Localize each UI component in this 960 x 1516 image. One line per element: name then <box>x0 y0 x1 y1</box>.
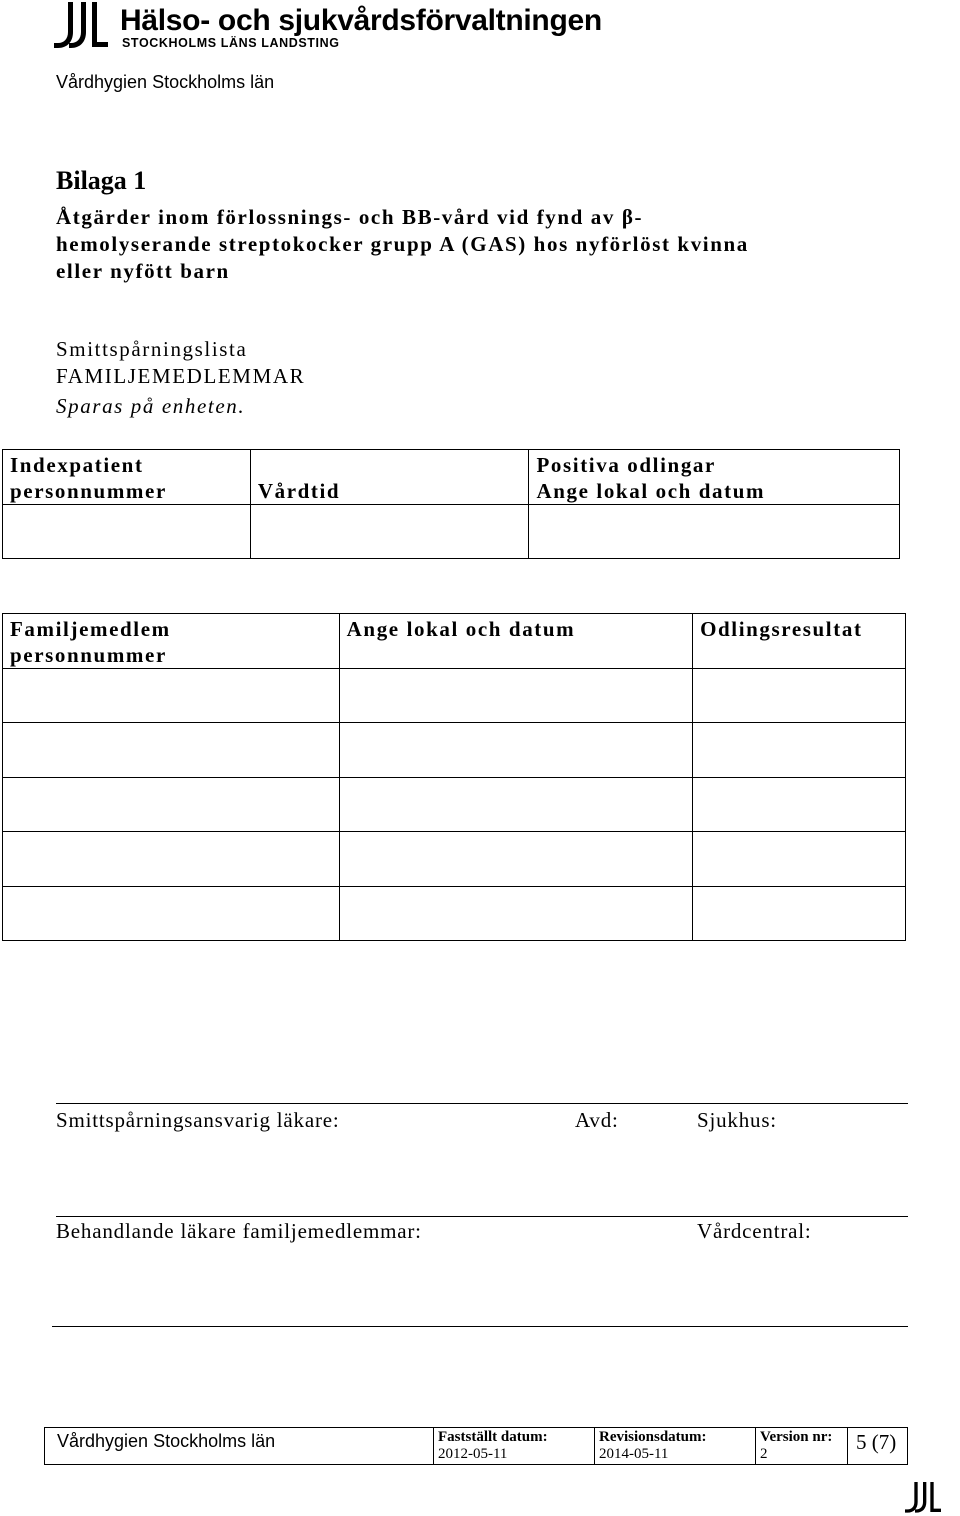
location-date-field[interactable] <box>339 887 692 941</box>
table-row <box>3 887 906 941</box>
header-positive-cultures <box>529 450 900 505</box>
culture-result-field[interactable] <box>693 669 906 723</box>
table-row <box>3 669 906 723</box>
family-personal-number-field[interactable] <box>3 778 340 832</box>
department-label: Avd: <box>575 1108 619 1132</box>
list-title-line: Smittspårningslista <box>56 337 248 361</box>
family-personal-number-field[interactable] <box>3 669 340 723</box>
list-title-line: FAMILJEMEDLEMMAR <box>56 364 306 388</box>
care-center-label: Vårdcentral: <box>697 1219 812 1243</box>
version-value: 2 <box>760 1446 768 1462</box>
revision-date-value: 2014-05-11 <box>599 1446 669 1462</box>
header-care-period <box>250 450 529 505</box>
storage-note: Sparas på enheten. <box>56 394 246 418</box>
treating-doctor-label: Behandlande läkare familjemedlemmar: <box>56 1219 422 1243</box>
table-header-row <box>3 450 900 505</box>
signature-line <box>52 1326 908 1327</box>
footer-page-cell <box>847 1428 908 1464</box>
header-line: Familjemedlem <box>10 617 171 641</box>
family-personal-number-field[interactable] <box>3 887 340 941</box>
index-personal-number-field[interactable] <box>3 505 251 559</box>
document-footer <box>44 1427 908 1465</box>
table-header-row <box>3 614 906 669</box>
culture-result-field[interactable] <box>693 832 906 887</box>
table-row <box>3 832 906 887</box>
family-members-table <box>2 613 906 941</box>
header-line: Ange lokal och datum <box>536 479 766 503</box>
logo-subtitle: STOCKHOLMS LÄNS LANDSTING <box>122 36 340 50</box>
culture-result-field[interactable] <box>693 723 906 778</box>
header-culture-result <box>693 614 906 669</box>
document-title <box>56 204 886 285</box>
organization-name: Vårdhygien Stockholms län <box>56 72 275 92</box>
list-title <box>56 336 305 390</box>
logo-title: Hälso- och sjukvårdsförvaltningen <box>120 4 602 37</box>
revision-date-label: Revisionsdatum: <box>599 1429 707 1445</box>
location-date-field[interactable] <box>339 669 692 723</box>
header-line: Indexpatient <box>10 453 144 477</box>
table-row <box>3 505 900 559</box>
header-line: personnummer <box>10 479 167 503</box>
sll-logo-icon <box>54 2 108 50</box>
version-label: Version nr: <box>760 1429 833 1445</box>
footer-organization: Vårdhygien Stockholms län <box>57 1431 276 1451</box>
sll-logo-icon <box>904 1482 942 1514</box>
header-location-date <box>339 614 692 669</box>
header-line: Vårdtid <box>257 479 341 503</box>
culture-result-field[interactable] <box>693 887 906 941</box>
location-date-field[interactable] <box>339 778 692 832</box>
footer-established-cell <box>433 1428 594 1464</box>
index-patient-table <box>2 449 900 559</box>
document-title-line: Åtgärder inom förlossnings- och BB-vård vid fynd av β- <box>56 205 644 229</box>
footer-revision-cell <box>594 1428 755 1464</box>
responsible-doctor-label: Smittspårningsansvarig läkare: <box>56 1108 340 1132</box>
footer-organization-cell <box>45 1428 433 1464</box>
header-line: Ange lokal och datum <box>346 617 576 641</box>
location-date-field[interactable] <box>339 723 692 778</box>
table-row <box>3 723 906 778</box>
header-family-member <box>3 614 340 669</box>
hospital-label: Sjukhus: <box>697 1108 777 1132</box>
header-line: Odlingsresultat <box>700 617 863 641</box>
appendix-label: Bilaga 1 <box>56 166 147 195</box>
care-period-field[interactable] <box>250 505 529 559</box>
header-line: personnummer <box>10 643 167 667</box>
page-number: 5 (7) <box>856 1430 897 1454</box>
table-row <box>3 778 906 832</box>
document-title-line: eller nyfött barn <box>56 259 230 283</box>
location-date-field[interactable] <box>339 832 692 887</box>
culture-result-field[interactable] <box>693 778 906 832</box>
footer-version-cell <box>755 1428 847 1464</box>
family-personal-number-field[interactable] <box>3 723 340 778</box>
document-title-line: hemolyserande streptokocker grupp A (GAS) hos nyförlöst kvinna <box>56 232 749 256</box>
family-personal-number-field[interactable] <box>3 832 340 887</box>
signature-line <box>56 1216 908 1217</box>
header-line <box>258 452 522 478</box>
established-date-value: 2012-05-11 <box>438 1446 508 1462</box>
signature-line <box>56 1103 908 1104</box>
header-line: Positiva odlingar <box>536 453 716 477</box>
established-date-label: Fastställt datum: <box>438 1429 548 1445</box>
positive-cultures-field[interactable] <box>529 505 900 559</box>
header-index-patient <box>3 450 251 505</box>
